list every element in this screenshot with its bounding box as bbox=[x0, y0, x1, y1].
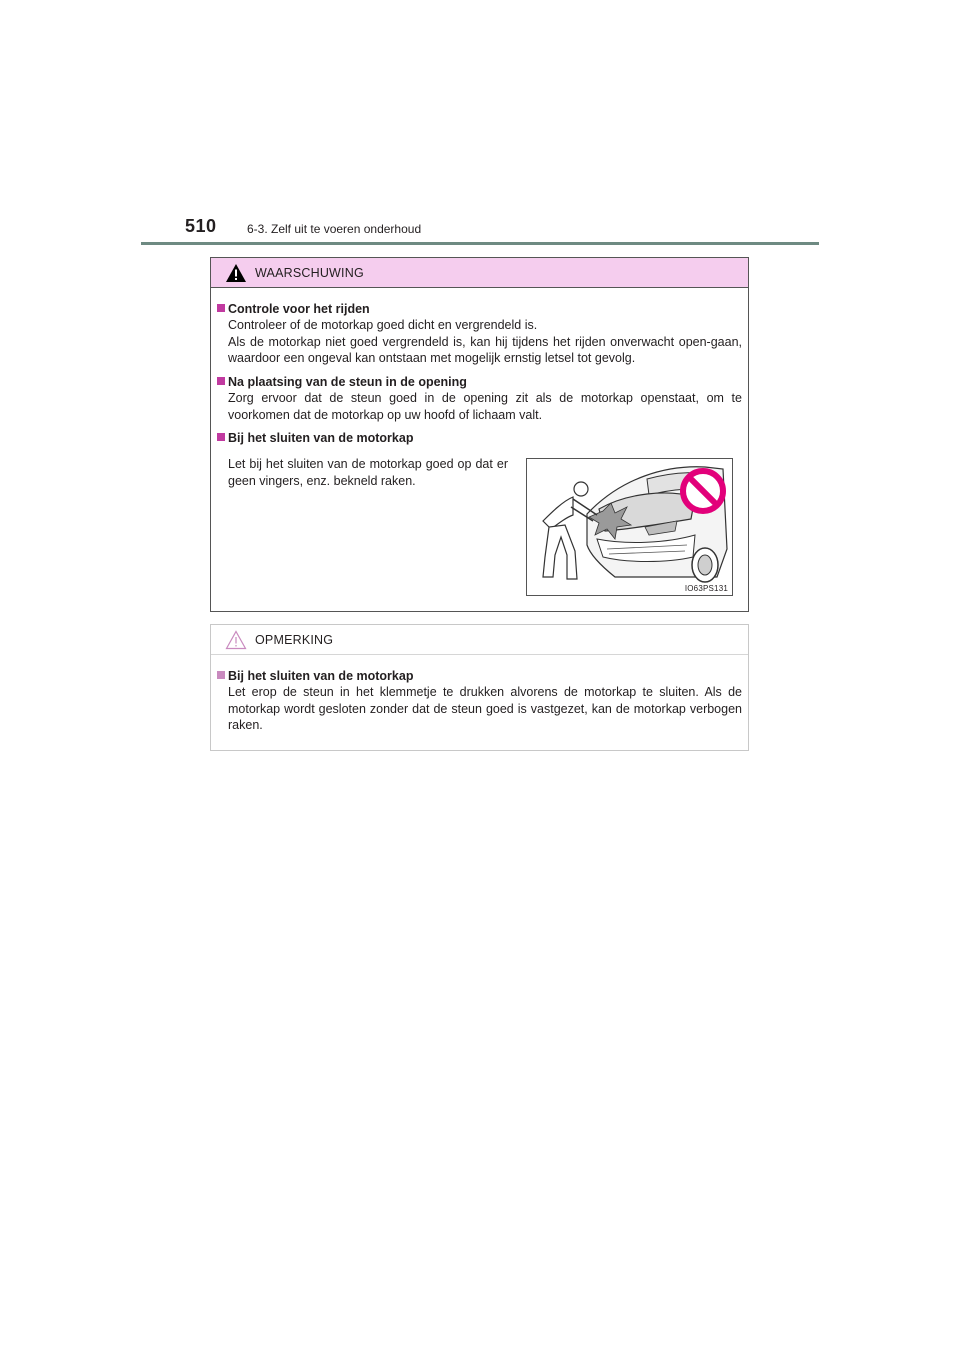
note-box bbox=[210, 624, 749, 751]
warning-item-closing-hood bbox=[217, 430, 742, 446]
car-hood-drawing bbox=[527, 459, 732, 595]
caution-outline-triangle-icon bbox=[225, 630, 247, 650]
warning-label: WAARSCHUWING bbox=[255, 266, 364, 280]
illustration-code: IO63PS131 bbox=[684, 584, 728, 593]
header-rule bbox=[141, 242, 819, 245]
warning-item-before-driving bbox=[217, 301, 742, 367]
section-title: 6-3. Zelf uit te voeren onderhoud bbox=[247, 222, 422, 236]
page-number: 510 bbox=[185, 216, 217, 236]
warning-box bbox=[210, 257, 749, 612]
square-bullet-icon bbox=[217, 377, 225, 385]
warning-item-support-rod bbox=[217, 374, 742, 423]
warning-item-text: Controleer of de motorkap goed dicht en vergrendeld is. Als de motorkap niet goed vergrendeld is, kan hij tijdens het rijden onverwacht open-gaan, waardoor een ongeval kan ontstaan met mogelijk ernstig letsel tot gevolg. bbox=[228, 318, 742, 365]
note-header bbox=[211, 625, 748, 655]
warning-item-title: Bij het sluiten van de motorkap bbox=[217, 430, 742, 446]
square-bullet-icon bbox=[217, 433, 225, 441]
warning-item-text: Let bij het sluiten van de motorkap goed op dat er geen vingers, enz. bekneld raken. bbox=[228, 457, 508, 488]
warning-header bbox=[211, 258, 748, 288]
hood-closing-illustration bbox=[526, 458, 733, 596]
note-label: OPMERKING bbox=[255, 633, 334, 647]
note-item-closing-hood bbox=[217, 668, 742, 734]
square-bullet-icon bbox=[217, 304, 225, 312]
note-item-text: Let erop de steun in het klemmetje te drukken alvorens de motorkap te sluiten. Als de motorkap wordt gesloten zonder dat de steun goed is vastgezet, kan de motorkap verbogen raken. bbox=[228, 685, 742, 732]
warning-item-title: Na plaatsing van de steun in de opening bbox=[217, 374, 742, 390]
square-bullet-icon bbox=[217, 671, 225, 679]
warning-item-title: Controle voor het rijden bbox=[217, 301, 742, 317]
page-header bbox=[0, 0, 960, 250]
note-item-title: Bij het sluiten van de motorkap bbox=[217, 668, 742, 684]
warning-item-text: Zorg ervoor dat de steun goed in de opening zit als de motorkap openstaat, om te voorkomen dat de motorkap op uw hoofd of lichaam valt. bbox=[228, 391, 742, 422]
warning-triangle-icon bbox=[225, 263, 247, 283]
